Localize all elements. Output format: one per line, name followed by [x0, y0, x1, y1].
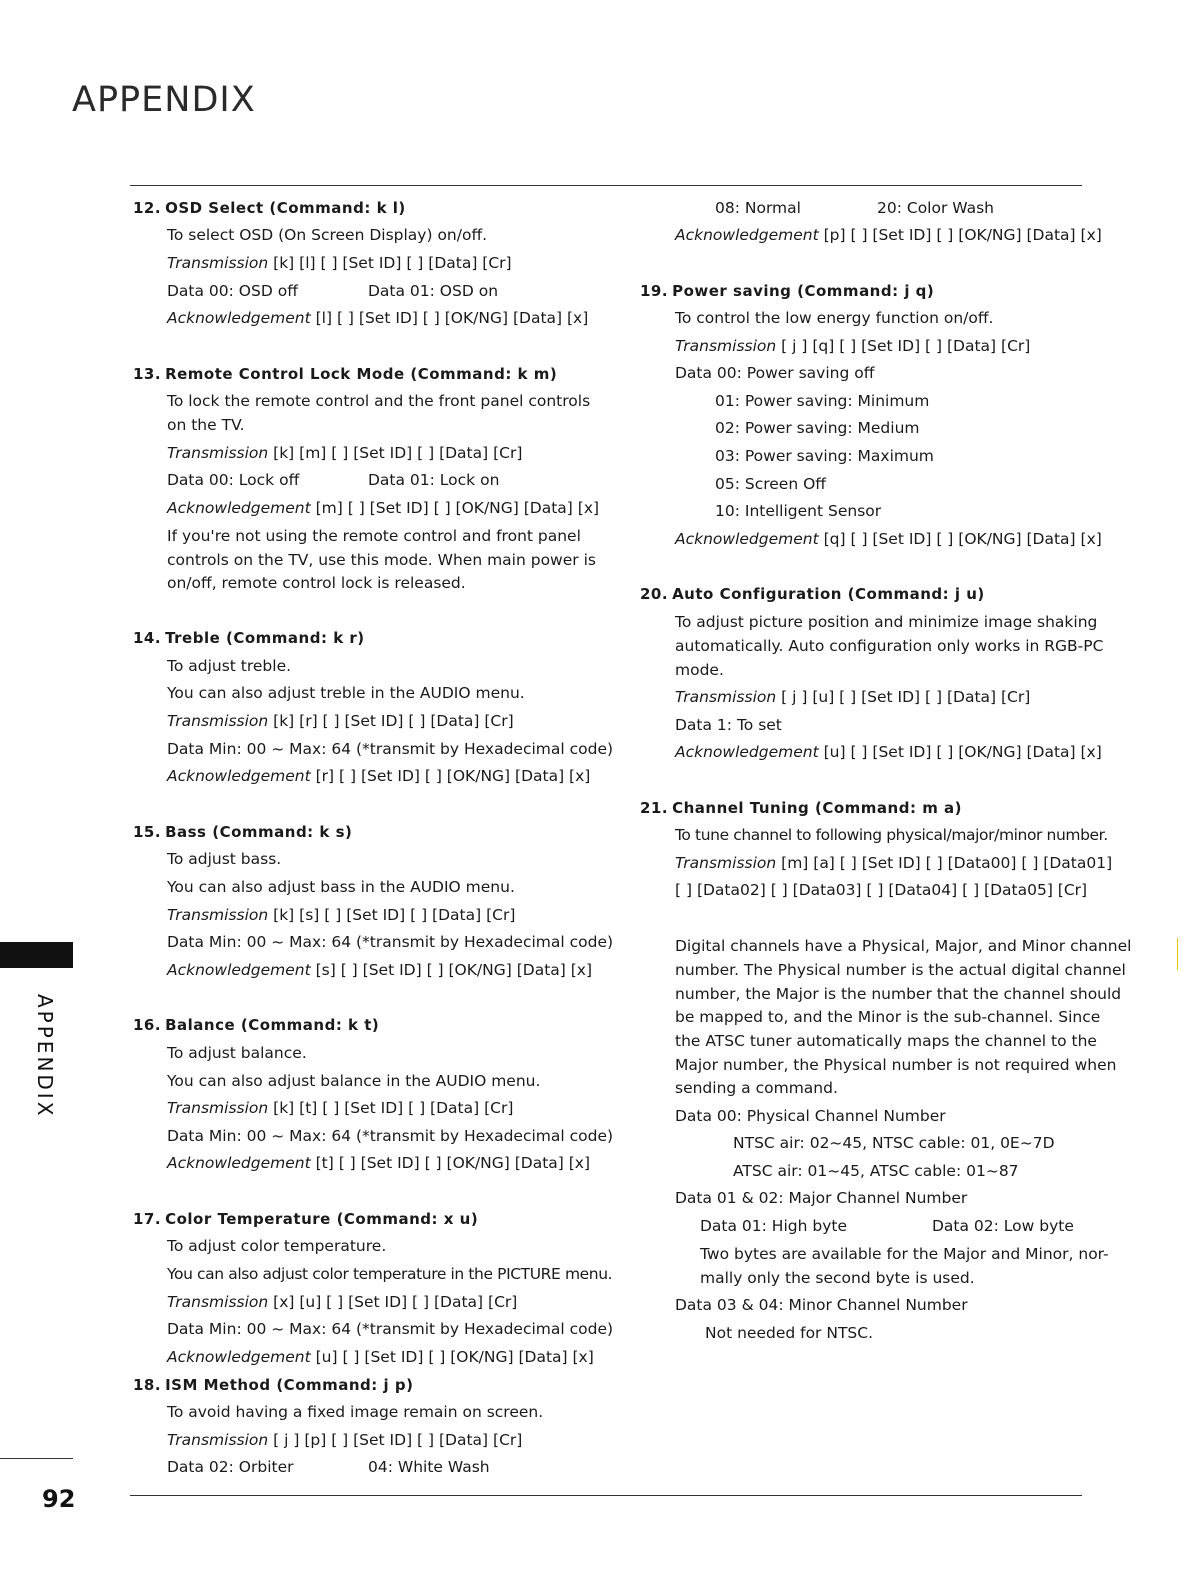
- bottom-rule: [130, 1495, 1082, 1496]
- section-21-atsc: ATSC air: 01~45, ATSC cable: 01~87: [733, 1162, 1019, 1180]
- section-13-note-1: If you're not using the remote control and front panel: [167, 527, 581, 545]
- section-13-data-1: Data 00: Lock off: [167, 471, 300, 489]
- section-number: 18.: [133, 1376, 162, 1394]
- section-13-ack: [167, 498, 599, 518]
- section-20-desc-1: To adjust picture position and minimize image shaking: [675, 613, 1098, 631]
- section-18-data-4: 20: Color Wash: [877, 199, 994, 217]
- ack-label: Acknowledgement: [675, 743, 819, 761]
- section-12-data-1: Data 00: OSD off: [167, 282, 298, 300]
- section-19-option-5: 10: Intelligent Sensor: [715, 502, 882, 520]
- section-21-data-0: Data 00: Physical Channel Number: [675, 1107, 946, 1125]
- section-21-desc: To tune channel to following physical/major/minor number.: [675, 826, 1108, 844]
- section-20-desc-2: automatically. Auto configuration only works in RGB-PC: [675, 637, 1104, 655]
- section-15-ack: [167, 960, 592, 980]
- section-15-data: Data Min: 00 ~ Max: 64 (*transmit by Hexadecimal code): [167, 933, 614, 951]
- transmission-format: [ j ] [q] [ ] [Set ID] [ ] [Data] [Cr]: [776, 337, 1031, 355]
- section-12-transmission: [167, 253, 512, 273]
- top-rule: [130, 185, 1082, 186]
- footer-short-rule: [0, 1458, 73, 1459]
- section-14-heading: [133, 628, 365, 648]
- section-19-option-4: 05: Screen Off: [715, 475, 826, 493]
- section-15-heading: [133, 822, 352, 842]
- section-13-data-2: Data 01: Lock on: [368, 471, 500, 489]
- section-20-transmission: [675, 687, 1030, 707]
- side-tab-marker: [0, 942, 73, 968]
- section-14-desc: To adjust treble.: [167, 657, 292, 675]
- section-17-ack: [167, 1347, 594, 1367]
- ack-format: [m] [ ] [Set ID] [ ] [OK/NG] [Data] [x]: [310, 499, 600, 517]
- section-17-data: Data Min: 00 ~ Max: 64 (*transmit by Hexadecimal code): [167, 1320, 614, 1338]
- section-21-para-4: be mapped to, and the Minor is the sub-channel. Since: [675, 1008, 1101, 1026]
- transmission-format: [k] [t] [ ] [Set ID] [ ] [Data] [Cr]: [268, 1099, 514, 1117]
- ack-label: Acknowledgement: [167, 1154, 311, 1172]
- ack-format: [l] [ ] [Set ID] [ ] [OK/NG] [Data] [x]: [310, 309, 589, 327]
- ack-label: Acknowledgement: [167, 961, 311, 979]
- section-19-option-3: 03: Power saving: Maximum: [715, 447, 934, 465]
- transmission-label: Transmission: [167, 1099, 269, 1117]
- section-number: 14.: [133, 629, 162, 647]
- transmission-label: Transmission: [167, 1431, 269, 1449]
- ack-format: [t] [ ] [Set ID] [ ] [OK/NG] [Data] [x]: [310, 1154, 591, 1172]
- section-18-transmission: [167, 1430, 522, 1450]
- section-16-data: Data Min: 00 ~ Max: 64 (*transmit by Hexadecimal code): [167, 1127, 614, 1145]
- ack-format: [u] [ ] [Set ID] [ ] [OK/NG] [Data] [x]: [818, 743, 1102, 761]
- transmission-format: [k] [r] [ ] [Set ID] [ ] [Data] [Cr]: [268, 712, 514, 730]
- section-21-high-byte: Data 01: High byte: [700, 1217, 847, 1235]
- section-13-heading: [133, 364, 557, 384]
- section-number: 12.: [133, 199, 162, 217]
- ack-label: Acknowledgement: [675, 530, 819, 548]
- ack-label: Acknowledgement: [167, 309, 311, 327]
- section-21-transmission: [675, 853, 1112, 873]
- section-number: 16.: [133, 1016, 162, 1034]
- section-title: Treble (Command: k r): [165, 629, 365, 647]
- section-21-data-12: Data 01 & 02: Major Channel Number: [675, 1189, 968, 1207]
- section-number: 13.: [133, 365, 162, 383]
- section-14-data: Data Min: 00 ~ Max: 64 (*transmit by Hexadecimal code): [167, 740, 614, 758]
- section-21-para-7: sending a command.: [675, 1079, 838, 1097]
- section-16-transmission: [167, 1098, 513, 1118]
- transmission-label: Transmission: [675, 337, 777, 355]
- section-16-ack: [167, 1153, 590, 1173]
- section-17-desc-2: You can also adjust color temperature in the PICTURE menu.: [167, 1265, 613, 1283]
- transmission-format: [k] [s] [ ] [Set ID] [ ] [Data] [Cr]: [268, 906, 516, 924]
- ack-label: Acknowledgement: [167, 767, 311, 785]
- section-12-heading: [133, 198, 406, 218]
- transmission-label: Transmission: [675, 688, 777, 706]
- section-13-note-3: on/off, remote control lock is released.: [167, 574, 466, 592]
- section-title: Channel Tuning (Command: m a): [672, 799, 963, 817]
- section-21-para-6: Major number, the Physical number is not required when: [675, 1056, 1117, 1074]
- section-18-data-2: 04: White Wash: [368, 1458, 490, 1476]
- section-title: Balance (Command: k t): [165, 1016, 380, 1034]
- section-16-desc-2: You can also adjust balance in the AUDIO menu.: [167, 1072, 541, 1090]
- section-19-heading: [640, 281, 934, 301]
- ack-format: [s] [ ] [Set ID] [ ] [OK/NG] [Data] [x]: [310, 961, 593, 979]
- section-17-transmission: [167, 1292, 517, 1312]
- ack-label: Acknowledgement: [675, 226, 819, 244]
- section-18-data-3: 08: Normal: [715, 199, 801, 217]
- transmission-format: [k] [m] [ ] [Set ID] [ ] [Data] [Cr]: [268, 444, 523, 462]
- section-21-transmission-2: [ ] [Data02] [ ] [Data03] [ ] [Data04] [ ] [Data05] [Cr]: [675, 881, 1088, 899]
- section-number: 17.: [133, 1210, 162, 1228]
- section-19-data-0: Data 00: Power saving off: [675, 364, 875, 382]
- section-16-heading: [133, 1015, 379, 1035]
- section-16-desc: To adjust balance.: [167, 1044, 307, 1062]
- ack-format: [p] [ ] [Set ID] [ ] [OK/NG] [Data] [x]: [818, 226, 1102, 244]
- section-20-desc-3: mode.: [675, 661, 724, 679]
- section-18-data-1: Data 02: Orbiter: [167, 1458, 294, 1476]
- page-number: 92: [42, 1485, 76, 1513]
- section-14-transmission: [167, 711, 514, 731]
- section-15-desc: To adjust bass.: [167, 850, 282, 868]
- transmission-label: Transmission: [167, 254, 269, 272]
- section-18-heading: [133, 1375, 413, 1395]
- section-title: Remote Control Lock Mode (Command: k m): [165, 365, 558, 383]
- section-number: 19.: [640, 282, 669, 300]
- transmission-label: Transmission: [167, 712, 269, 730]
- section-19-ack: [675, 529, 1102, 549]
- section-19-option-1: 01: Power saving: Minimum: [715, 392, 930, 410]
- transmission-format: [ j ] [p] [ ] [Set ID] [ ] [Data] [Cr]: [268, 1431, 523, 1449]
- section-21-not-needed: Not needed for NTSC.: [705, 1324, 874, 1342]
- transmission-label: Transmission: [167, 444, 269, 462]
- section-15-transmission: [167, 905, 515, 925]
- section-20-ack: [675, 742, 1102, 762]
- section-17-heading: [133, 1209, 478, 1229]
- section-12-ack: [167, 308, 588, 328]
- ack-label: Acknowledgement: [167, 1348, 311, 1366]
- section-21-para-5: the ATSC tuner automatically maps the channel to the: [675, 1032, 1097, 1050]
- section-number: 20.: [640, 585, 669, 603]
- transmission-label: Transmission: [167, 1293, 269, 1311]
- edge-mark: [1177, 938, 1178, 970]
- section-17-desc: To adjust color temperature.: [167, 1237, 387, 1255]
- section-15-desc-2: You can also adjust bass in the AUDIO menu.: [167, 878, 515, 896]
- section-13-desc-1: To lock the remote control and the front panel controls: [167, 392, 591, 410]
- section-21-low-byte: Data 02: Low byte: [932, 1217, 1074, 1235]
- section-12-desc: To select OSD (On Screen Display) on/off.: [167, 226, 488, 244]
- section-number: 21.: [640, 799, 669, 817]
- section-21-data-34: Data 03 & 04: Minor Channel Number: [675, 1296, 968, 1314]
- section-18-desc: To avoid having a fixed image remain on screen.: [167, 1403, 544, 1421]
- section-21-para-3: number, the Major is the number that the channel should: [675, 985, 1122, 1003]
- section-12-data-2: Data 01: OSD on: [368, 282, 499, 300]
- transmission-label: Transmission: [675, 854, 777, 872]
- section-19-transmission: [675, 336, 1030, 356]
- transmission-format: [m] [a] [ ] [Set ID] [ ] [Data00] [ ] [Data01]: [776, 854, 1113, 872]
- section-21-ntsc: NTSC air: 02~45, NTSC cable: 01, 0E~7D: [733, 1134, 1055, 1152]
- section-20-heading: [640, 584, 985, 604]
- section-13-desc-2: on the TV.: [167, 416, 245, 434]
- section-title: Color Temperature (Command: x u): [165, 1210, 479, 1228]
- side-tab-label: APPENDIX: [33, 994, 57, 1119]
- section-21-para-2: number. The Physical number is the actual digital channel: [675, 961, 1126, 979]
- transmission-label: Transmission: [167, 906, 269, 924]
- section-14-ack: [167, 766, 590, 786]
- section-20-data: Data 1: To set: [675, 716, 782, 734]
- ack-format: [q] [ ] [Set ID] [ ] [OK/NG] [Data] [x]: [818, 530, 1102, 548]
- section-title: Bass (Command: k s): [165, 823, 353, 841]
- section-21-heading: [640, 798, 962, 818]
- section-number: 15.: [133, 823, 162, 841]
- section-18-ack: [675, 225, 1102, 245]
- section-title: Auto Configuration (Command: j u): [672, 585, 985, 603]
- transmission-format: [ j ] [u] [ ] [Set ID] [ ] [Data] [Cr]: [776, 688, 1031, 706]
- section-21-para-1: Digital channels have a Physical, Major, and Minor channel: [675, 937, 1132, 955]
- section-13-note-2: controls on the TV, use this mode. When main power is: [167, 551, 596, 569]
- transmission-format: [k] [l] [ ] [Set ID] [ ] [Data] [Cr]: [268, 254, 512, 272]
- section-19-desc: To control the low energy function on/off.: [675, 309, 994, 327]
- ack-label: Acknowledgement: [167, 499, 311, 517]
- ack-format: [r] [ ] [Set ID] [ ] [OK/NG] [Data] [x]: [310, 767, 591, 785]
- ack-format: [u] [ ] [Set ID] [ ] [OK/NG] [Data] [x]: [310, 1348, 594, 1366]
- transmission-format: [x] [u] [ ] [Set ID] [ ] [Data] [Cr]: [268, 1293, 518, 1311]
- section-title: ISM Method (Command: j p): [165, 1376, 414, 1394]
- section-title: OSD Select (Command: k l): [165, 199, 406, 217]
- section-14-desc-2: You can also adjust treble in the AUDIO menu.: [167, 684, 525, 702]
- section-21-bytes-note-1: Two bytes are available for the Major and Minor, nor-: [700, 1245, 1109, 1263]
- page-title: APPENDIX: [72, 80, 256, 120]
- section-13-transmission: [167, 443, 522, 463]
- section-title: Power saving (Command: j q): [672, 282, 935, 300]
- section-21-bytes-note-2: mally only the second byte is used.: [700, 1269, 975, 1287]
- section-19-option-2: 02: Power saving: Medium: [715, 419, 920, 437]
